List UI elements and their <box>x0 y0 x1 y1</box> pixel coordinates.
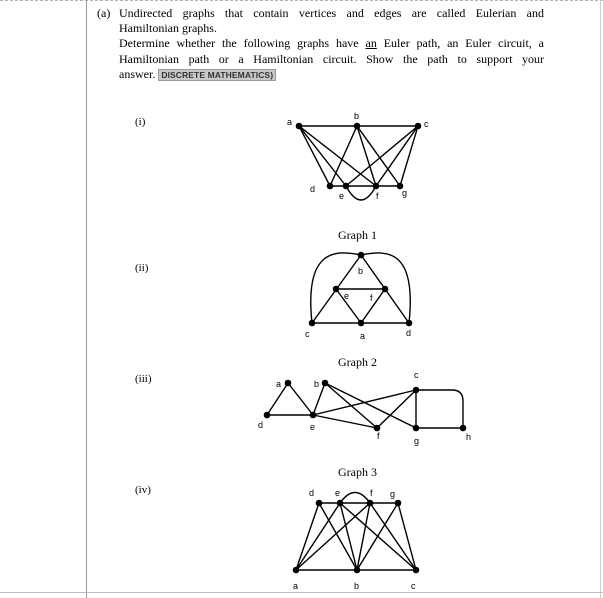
subject-tag: DISCRETE MATHEMATICS) <box>158 69 276 81</box>
vertex-label-a: a <box>276 379 282 389</box>
vertex-label-a: a <box>360 331 366 341</box>
vertex-label-c: c <box>305 329 310 339</box>
vertex-a <box>296 123 303 130</box>
vertex-label-c: c <box>414 370 419 380</box>
vertex-a <box>358 320 365 327</box>
vertex-c <box>415 123 422 130</box>
vertex-label-d: d <box>309 488 315 498</box>
vertex-label-d: d <box>310 184 316 194</box>
graph-2 <box>258 370 471 446</box>
vertex-label-h: h <box>466 432 472 442</box>
question-line-2: Hamiltonian graphs. <box>119 21 217 36</box>
vertex-label-b: b <box>354 581 360 591</box>
vertex-b <box>354 123 361 130</box>
vertex-c <box>309 320 316 327</box>
vertex-label-g: g <box>390 489 396 499</box>
part-label-i: (i) <box>135 116 146 128</box>
vertex-label-f: f <box>377 431 380 441</box>
vertex-label-e: e <box>310 422 316 432</box>
vertex-label-d: d <box>258 420 264 430</box>
vertex-label-a: a <box>293 581 299 591</box>
vertex-label-e: e <box>339 191 345 201</box>
vertex-label-c: c <box>411 581 416 591</box>
vertex-a <box>293 567 300 574</box>
vertex-label-d: d <box>406 328 412 338</box>
vertex-b <box>354 567 361 574</box>
vertex-label-e: e <box>335 488 341 498</box>
vertex-d <box>327 183 334 190</box>
vertex-e <box>310 412 317 419</box>
part-label-iv: (iv) <box>135 484 151 496</box>
graph-1 <box>305 252 412 341</box>
vertex-f <box>367 500 374 507</box>
vertex-h <box>460 425 467 432</box>
question-marker: (a) <box>97 6 111 20</box>
vertex-label-b: b <box>358 266 364 276</box>
vertex-d <box>406 320 413 327</box>
vertex-label-b: b <box>314 379 320 389</box>
vertex-label-f: f <box>370 488 373 498</box>
vertex-label-g: g <box>402 188 408 198</box>
question-line-3: Determine whether the following graphs have an Euler path, an Euler circuit, a <box>119 36 544 51</box>
vertex-c <box>413 567 420 574</box>
vertex-c <box>413 387 420 394</box>
question-line-4: Hamiltonian path or a Hamiltonian circuit. Show the path to support your <box>119 51 544 66</box>
graph-i <box>287 111 429 201</box>
caption-graph-2: Graph 2 <box>338 355 377 369</box>
vertex-f <box>382 286 389 293</box>
vertex-label-e: e <box>344 291 350 301</box>
vertex-f <box>373 183 380 190</box>
vertex-g <box>413 425 420 432</box>
vertex-d <box>316 500 323 507</box>
question-line-5: answer. DISCRETE MATHEMATICS) <box>97 67 544 83</box>
vertex-label-a: a <box>287 117 293 127</box>
vertex-b <box>358 252 365 259</box>
caption-graph-1: Graph 1 <box>338 228 377 242</box>
vertex-label-b: b <box>354 111 360 121</box>
vertex-label-g: g <box>414 436 420 446</box>
vertex-b <box>322 380 329 387</box>
vertex-label-c: c <box>424 119 429 129</box>
question-line-1: Undirected graphs that contain vertices and edges are called Eulerian and <box>119 6 544 20</box>
underlined-word: an <box>365 36 377 51</box>
caption-graph-3: Graph 3 <box>338 465 377 479</box>
vertex-label-f: f <box>376 191 379 201</box>
part-label-ii: (ii) <box>135 262 149 274</box>
vertex-e <box>333 286 340 293</box>
vertex-g <box>395 500 402 507</box>
part-label-iii: (iii) <box>135 373 152 385</box>
graph-3 <box>293 488 420 591</box>
vertex-label-f: f <box>370 293 373 303</box>
vertex-e <box>337 500 344 507</box>
vertex-e <box>343 183 350 190</box>
vertex-a <box>285 380 292 387</box>
vertex-d <box>264 412 271 419</box>
